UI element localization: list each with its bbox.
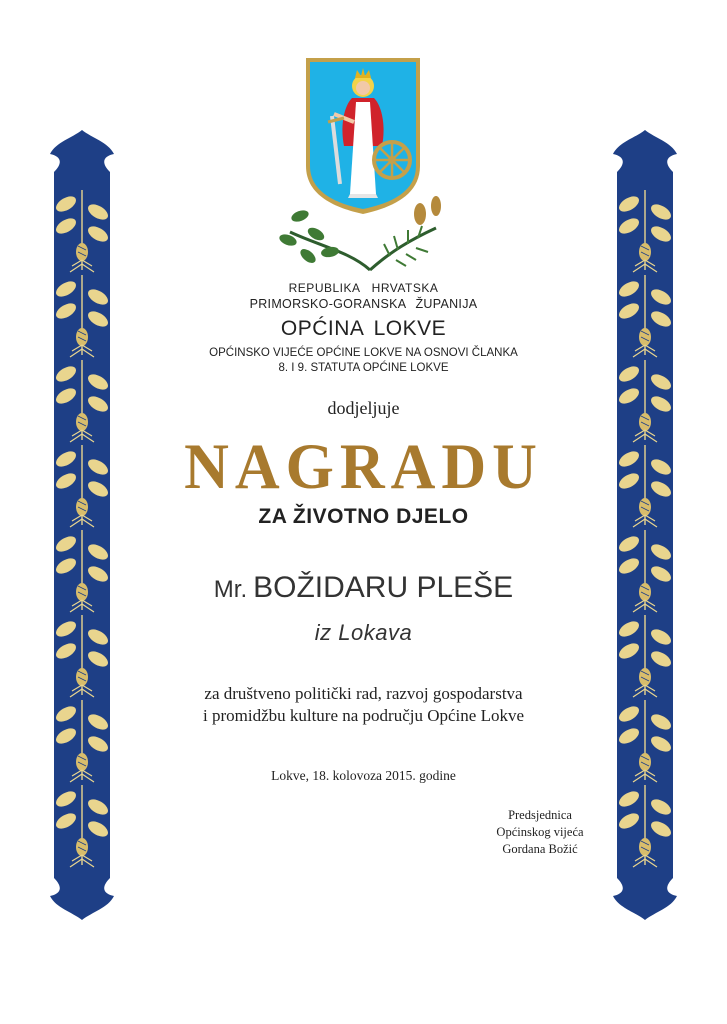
issue-date: Lokve, 18. kolovoza 2015. godine: [271, 768, 456, 783]
wheel-icon: [374, 142, 410, 178]
recipient-place: iz Lokava: [314, 620, 413, 645]
coat-of-arms-emblem: [270, 56, 456, 276]
header-statute-line: 8. I 9. STATUTA OPĆINE LOKVE: [278, 362, 449, 374]
recipient-honorific: Mr.: [213, 576, 248, 603]
header-council-line: OPĆINSKO VIJEĆE OPĆINE LOKVE NA OSNOVI ČLANKA: [209, 347, 518, 359]
reason-line-1: za društveno politički rad, razvoj gospodarstva: [204, 684, 523, 703]
award-title: NAGRADU: [184, 431, 543, 503]
reason-line-2: i promidžbu kulture na području Općine Lokve: [202, 706, 525, 725]
header-county: PRIMORSKO-GORANSKA ŽUPANIJA: [249, 297, 478, 311]
award-subtitle: ZA ŽIVOTNO DJELO: [258, 505, 469, 528]
signature-role-1: Predsjednica: [508, 808, 572, 822]
award-verb: dodjeljuje: [327, 398, 400, 418]
signatory-name: Gordana Božić: [502, 842, 578, 856]
recipient-name-line: [0, 571, 727, 605]
signature-role-2: Općinskog vijeća: [496, 825, 584, 839]
header-country: REPUBLIKA HRVATSKA: [288, 281, 439, 295]
header-municipality: OPĆINA LOKVE: [280, 317, 447, 340]
recipient-name: BOŽIDARU PLEŠE: [253, 571, 514, 604]
